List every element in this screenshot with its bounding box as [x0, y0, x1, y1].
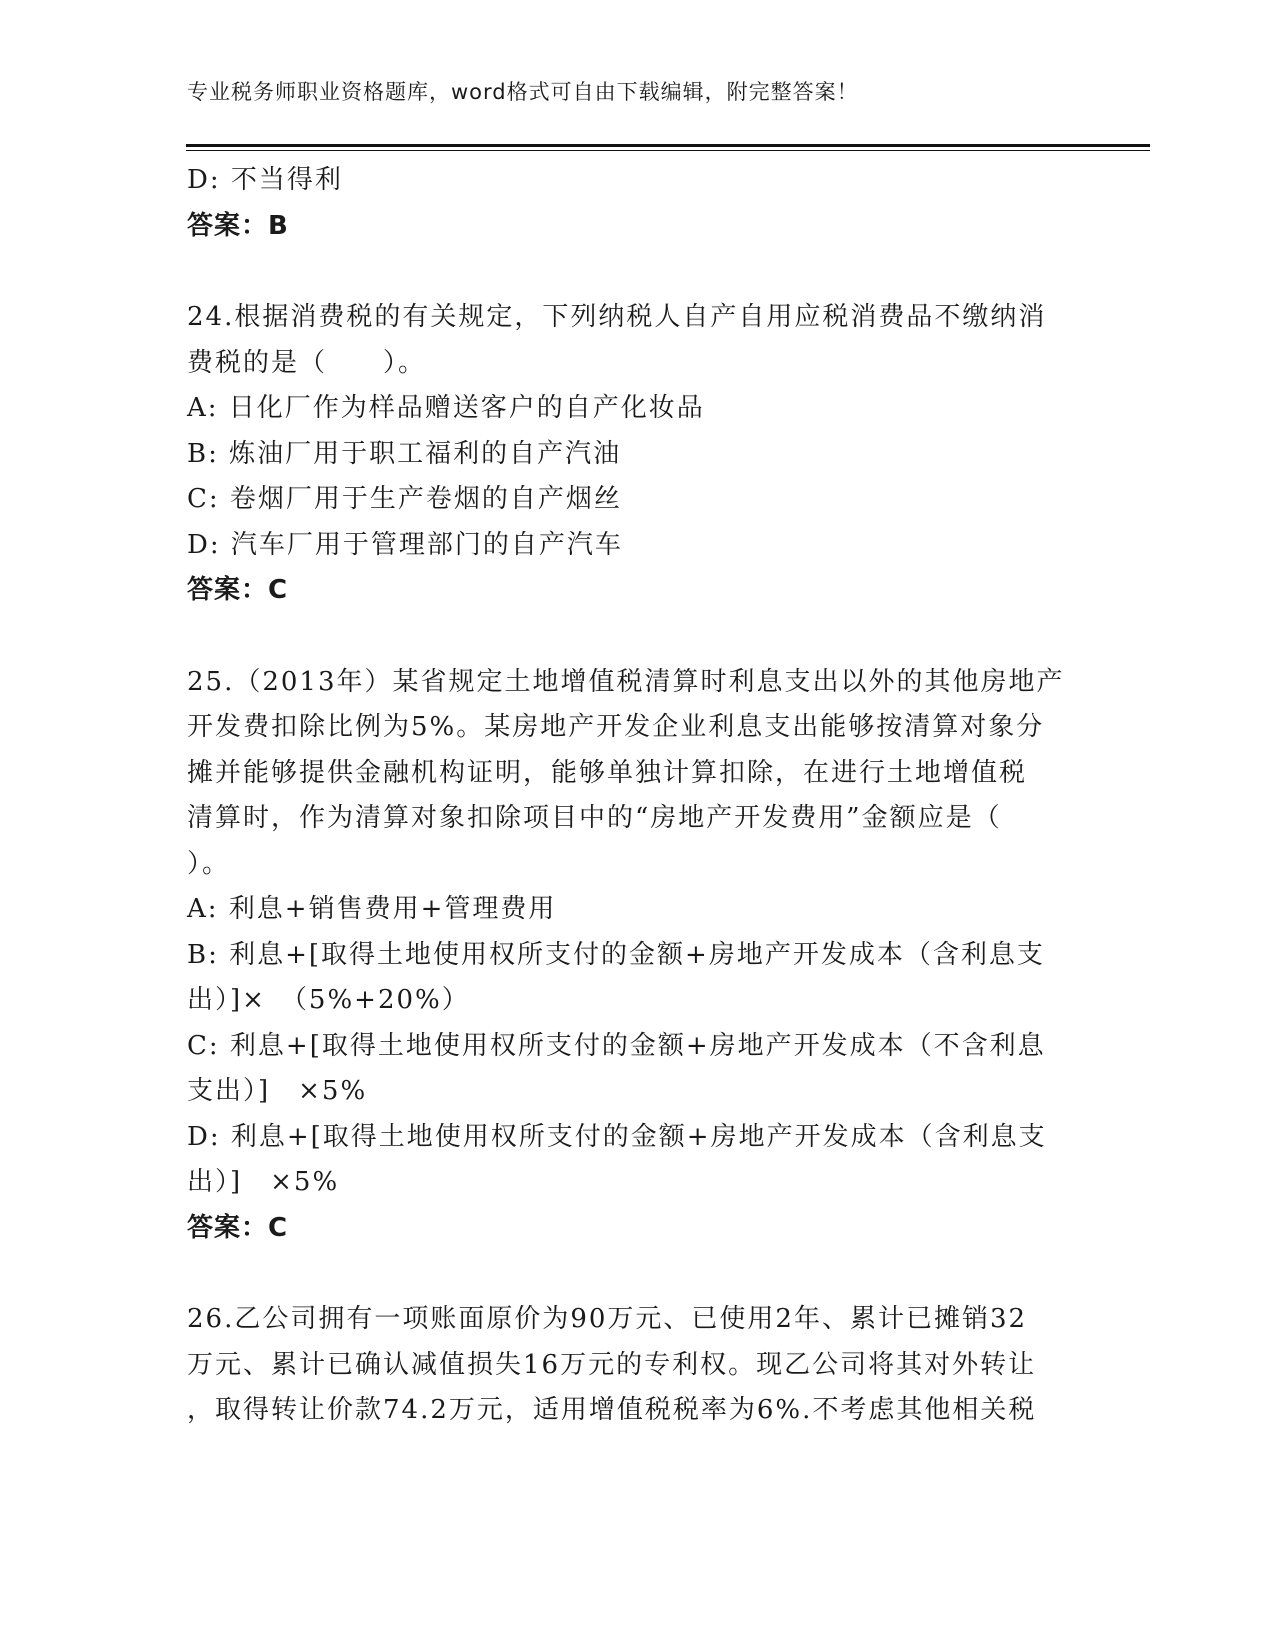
option-a: A: 利息+销售费用+管理费用: [187, 894, 557, 924]
answer: 答案：C: [187, 575, 289, 605]
spacer: [187, 249, 1087, 295]
option-c: C: 卷烟厂用于生产卷烟的自产烟丝: [187, 484, 622, 514]
question-stem-line: 万元、累计已确认减值损失16万元的专利权。现乙公司将其对外转让: [187, 1349, 1037, 1380]
question-stem-line: ，取得转让价款74.2万元，适用增值税税率为6%.不考虑其他相关税: [187, 1395, 1037, 1425]
question-stem-line: 26.乙公司拥有一项账面原价为90万元、已使用2年、累计已摊销32: [187, 1304, 1028, 1334]
question-stem-line: 费税的是（ ）。: [187, 347, 427, 378]
option-d: D: 利息+[取得土地使用权所支付的金额+房地产开发成本（含利息支: [187, 1121, 1047, 1152]
question-25: [187, 660, 1087, 1252]
option-c-cont: 支出）] ×5%: [187, 1076, 368, 1106]
header-rule-thin: [186, 150, 1150, 151]
question-26: [187, 1297, 1087, 1434]
option-c: C: 利息+[取得土地使用权所支付的金额+房地产开发成本（不含利息: [187, 1030, 1046, 1061]
question-stem-line: ）。: [187, 848, 231, 879]
option-a: A: 日化厂作为样品赠送客户的自产化妆品: [187, 393, 705, 423]
document-body: [187, 158, 1087, 1434]
question-stem-line: 摊并能够提供金融机构证明，能够单独计算扣除，在进行土地增值税: [187, 757, 1028, 788]
question-24: [187, 295, 1087, 614]
option-d-cont: 出）] ×5%: [187, 1167, 340, 1197]
header-rule-thick: [186, 144, 1150, 147]
page-header: 专业税务师职业资格题库，word格式可自由下载编辑，附完整答案！: [187, 80, 859, 104]
prev-option-d: D: 不当得利: [187, 165, 343, 195]
question-stem-line: 25.（2013年）某省规定土地增值税清算时利息支出以外的其他房地产: [187, 666, 1065, 697]
answer: 答案：C: [187, 1212, 289, 1243]
spacer: [187, 1251, 1087, 1297]
option-d: D: 汽车厂用于管理部门的自产汽车: [187, 529, 623, 560]
question-stem-line: 24.根据消费税的有关规定，下列纳税人自产自用应税消费品不缴纳消: [187, 302, 1047, 332]
option-b-cont: 出）]× （5%+20%）: [187, 985, 470, 1015]
question-stem-line: 开发费扣除比例为5%。某房地产开发企业利息支出能够按清算对象分: [187, 712, 1045, 742]
option-b: B: 利息+[取得土地使用权所支付的金额+房地产开发成本（含利息支: [187, 939, 1045, 970]
spacer: [187, 614, 1087, 660]
prev-answer: 答案：B: [187, 210, 289, 241]
question-stem-line: 清算时，作为清算对象扣除项目中的“房地产开发费用”金额应是（: [187, 803, 1002, 833]
option-b: B: 炼油厂用于职工福利的自产汽油: [187, 438, 622, 469]
